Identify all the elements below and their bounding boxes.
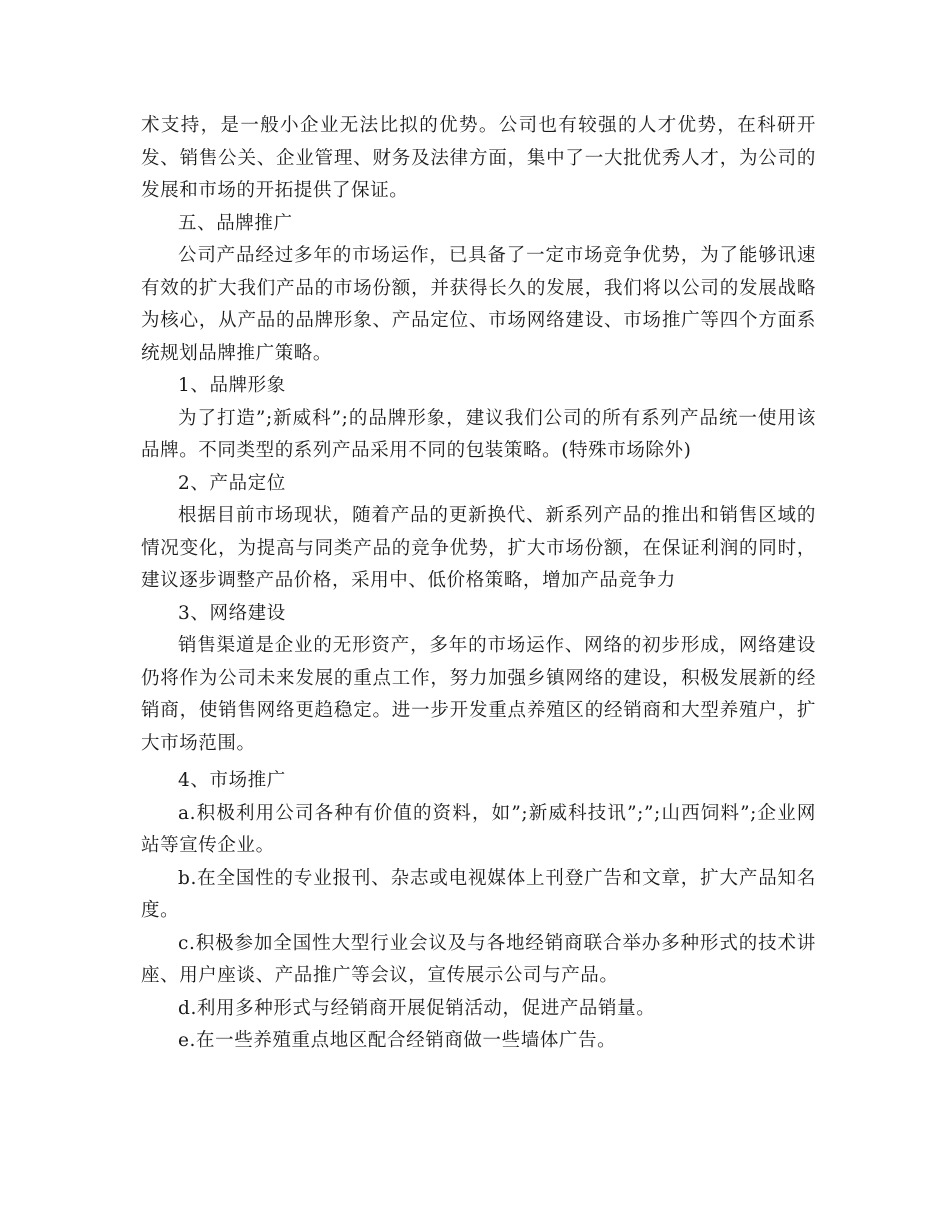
subheading-brand-image: 1、品牌形象 [178,375,286,396]
paragraph-brand-intro: 公司产品经过多年的市场运作，已具备了一定市场竞争优势，为了能够讯速有效的扩大我们产品的市场份额，并获得长久的发展，我们将以公司的发展战略为核心，从产品的品牌形象、产品定位、市场网络建设、市场推广等四个方面系统规划品牌推广策略。 [141,245,816,364]
document-body [141,110,816,1058]
section-heading-brand-promotion: 五、品牌推广 [178,212,293,234]
list-item-c: c.积极参加全国性大型行业会议及与各地经销商联合举办多种形式的技术讲座、用户座谈、产品推广等会议，宣传展示公司与产品。 [141,932,816,986]
paragraph-brand-image: 为了打造”;新威科”;的品牌形象，建议我们公司的所有系列产品统一使用该品牌。不同类型的系列产品采用不同的包装策略。(特殊市场除外) [141,407,816,461]
paragraph-product-positioning: 根据目前市场现状，随着产品的更新换代、新系列产品的推出和销售区域的情况变化，为提高与同类产品的竞争优势，扩大市场份额，在保证利润的同时，建议逐步调整产品价格，采用中、低价格策略，增加产品竞争力 [141,505,816,591]
list-item-e: e.在一些养殖重点地区配合经销商做一些墙体广告。 [178,1030,617,1051]
subheading-market-promotion: 4、市场推广 [178,770,286,791]
list-item-d: d.利用多种形式与经销商开展促销活动，促进产品销量。 [178,997,656,1019]
subheading-product-positioning: 2、产品定位 [178,472,286,494]
list-item-b: b.在全国性的专业报刊、杂志或电视媒体上刊登广告和文章，扩大产品知名度。 [141,867,816,921]
list-item-a: a.积极利用公司各种有价值的资料，如”;新威科技讯”;”;山西饲料”;企业网站等宣传企业。 [141,802,816,856]
paragraph-network-building: 销售渠道是企业的无形资产，多年的市场运作、网络的初步形成，网络建设仍将作为公司未来发展的重点工作，努力加强乡镇网络的建设，积极发展新的经销商，使销售网络更趋稳定。进一步开发重点养殖区的经销商和大型养殖户，扩大市场范围。 [141,635,816,754]
subheading-network-building: 3、网络建设 [178,602,286,624]
paragraph-continuation: 术支持，是一般小企业无法比拟的优势。公司也有较强的人才优势，在科研开发、销售公关、企业管理、财务及法律方面，集中了一大批优秀人才，为公司的发展和市场的开拓提供了保证。 [141,115,816,201]
